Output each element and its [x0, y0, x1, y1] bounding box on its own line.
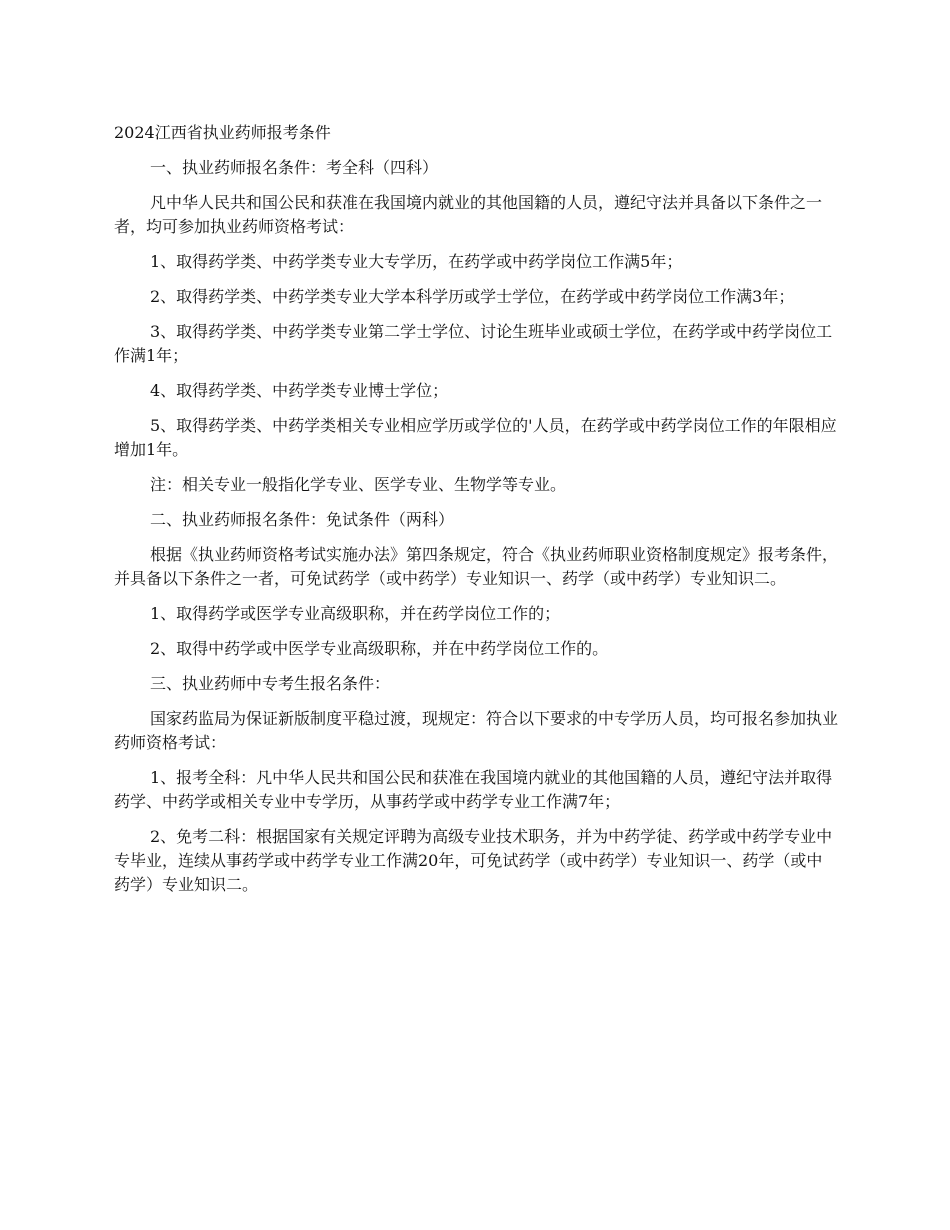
list-item: 2、取得中药学或中医学专业高级职称，并在中药学岗位工作的。 — [150, 639, 609, 658]
list-item: 3、取得药学类、中药学类专业第二学士学位、讨论生班毕业或硕士学位，在药学或中药学岗位工作满1年； — [114, 322, 833, 365]
paragraph: 根据《执业药师资格考试实施办法》第四条规定，符合《执业药师职业资格制度规定》报考条件，并具备以下条件之一者，可免试药学（或中药学）专业知识一、药学（或中药学）专业知识二。 — [114, 545, 839, 588]
section-heading-3: 三、执业药师中专考生报名条件： — [150, 674, 391, 693]
list-item: 5、取得药学类、中药学类相关专业相应学历或学位的'人员，在药学或中药学岗位工作的年限相应增加1年。 — [114, 416, 837, 459]
list-item: 1、取得药学类、中药学类专业大专学历，在药学或中药学岗位工作满5年； — [150, 252, 683, 271]
list-item: 4、取得药学类、中药学类专业博士学位； — [150, 381, 449, 400]
document-title: 2024江西省执业药师报考条件 — [114, 123, 331, 142]
document-body — [114, 121, 838, 908]
list-item: 2、免考二科：根据国家有关规定评聘为高级专业技术职务，并为中药学徒、药学或中药学专业中专毕业，连续从事药学或中药学专业工作满20年，可免试药学（或中药学）专业知识一、药学（或中药学）专业知识二。 — [114, 827, 833, 894]
section-heading-2: 二、执业药师报名条件：免试条件（两科） — [150, 510, 455, 529]
note-paragraph: 注：相关专业一般指化学专业、医学专业、生物学等专业。 — [150, 475, 567, 494]
paragraph: 凡中华人民共和国公民和获准在我国境内就业的其他国籍的人员，遵纪守法并具备以下条件之一者，均可参加执业药师资格考试： — [114, 193, 823, 236]
list-item: 1、取得药学或医学专业高级职称，并在药学岗位工作的； — [150, 604, 561, 623]
section-heading-1: 一、执业药师报名条件：考全科（四科） — [150, 158, 439, 177]
list-item: 1、报考全科：凡中华人民共和国公民和获准在我国境内就业的其他国籍的人员，遵纪守法并取得药学、中药学或相关专业中专学历，从事药学或中药学专业工作满7年； — [114, 768, 833, 811]
list-item: 2、取得药学类、中药学类专业大学本科学历或学士学位，在药学或中药学岗位工作满3年； — [150, 287, 795, 306]
paragraph: 国家药监局为保证新版制度平稳过渡，现规定：符合以下要求的中专学历人员，均可报名参加执业药师资格考试： — [114, 709, 839, 752]
